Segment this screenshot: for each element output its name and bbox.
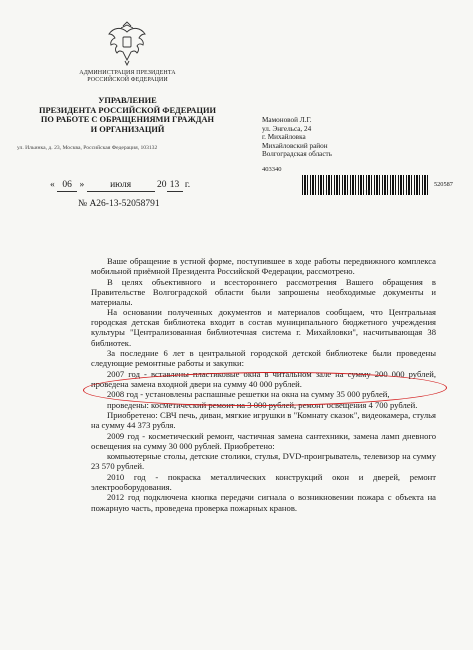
dept-line-1: УПРАВЛЕНИЕ — [98, 96, 157, 105]
recipient-block — [262, 116, 402, 159]
dept-line-4: И ОРГАНИЗАЦИЙ — [90, 124, 165, 134]
admin-line-1: АДМИНИСТРАЦИЯ ПРЕЗИДЕНТА — [79, 70, 176, 76]
recipient-zip: 403340 — [262, 166, 282, 173]
paragraph: 2009 год - косметический ремонт, частичная замена сантехники, замена ламп дневного освещения на сумму 30 000 рублей. Приобретено: — [91, 430, 436, 451]
recipient-city: г. Михайловка — [262, 133, 306, 142]
paragraph: компьютерные столы, детские столики, стулья, DVD-проигрыватель, телевизор на сумму 23 570 рублей. — [91, 451, 436, 472]
registration-number: № А26-13-52058791 — [78, 199, 160, 209]
state-emblem-icon — [103, 20, 151, 66]
paragraph: проведены: косметический ремонт на 3 000 рублей, ремонт освещения 4 700 рублей. — [107, 399, 418, 410]
date-close-quote: » — [79, 180, 85, 190]
recipient-district: Михайловский район — [262, 141, 328, 150]
date-year-suffix: 13 — [167, 180, 183, 192]
paragraph: 2008 год - установлены распашные решетки на окна на сумму 35 000 рублей, — [107, 389, 390, 400]
date-day: 06 — [57, 180, 77, 192]
date-year-unit: г. — [184, 180, 191, 190]
recipient-region: Волгоградская область — [262, 150, 332, 159]
recipient-name: Мамоновой Л.Г. — [262, 116, 312, 124]
recipient-street: ул. Энгельса, 24 — [262, 124, 312, 133]
paragraph: Приобретено: СВЧ печь, диван, мягкие игрушки в "Комнату сказок", видеокамера, стулья на сумму 44 373 рубля. — [91, 410, 436, 431]
dept-line-3: ПО РАБОТЕ С ОБРАЩЕНИЯМИ ГРАЖДАН — [40, 115, 215, 125]
admin-line-2: РОССИЙСКОЙ ФЕДЕРАЦИИ — [87, 77, 168, 83]
department-header — [30, 96, 225, 134]
paragraph: 2007 год - вставлены пластиковые окна в читальном зале на сумму 200 000 рублей, проведена замена входной двери на сумму 40 000 рублей. — [91, 368, 436, 389]
date-open-quote: « — [50, 180, 55, 190]
dept-line-2: ПРЕЗИДЕНТА РОССИЙСКОЙ ФЕДЕРАЦИИ — [38, 105, 217, 115]
date-year-prefix: 20 — [157, 180, 167, 190]
paragraph: На основании полученных документов и материалов сообщаем, что Центральная городская детская библиотека входит в состав муниципального бюджетного учреждения культуры "Централизованная библиотечная система г. Михайловки", насчитывающая 38 библиотек. — [91, 307, 436, 348]
letter-date — [50, 180, 240, 192]
paragraph: В целях объективного и всестороннего рассмотрения Вашего обращения в Правительстве Волгоградской области были запрошены необходимые документы и материалы. — [91, 276, 436, 307]
date-month: июля — [87, 180, 155, 192]
paragraph-highlighted: За последние 6 лет в центральной городской детской библиотеке были проведены следующие ремонтные работы и закупки: — [91, 348, 436, 369]
barcode — [302, 175, 430, 195]
paragraph: Ваше обращение в устной форме, поступившее в ходе работы передвижного комплекса мобильной приёмной Президента Российской Федерации, рассмотрено. — [91, 256, 436, 277]
paragraph: 2010 год - покраска металлических конструкций окон и дверей, ремонт электрооборудования. — [91, 471, 436, 492]
paragraph: 2012 год подключена кнопка передачи сигнала о возникновении пожара с объекта на пожарную часть, проведена проверка пожарных кранов. — [91, 492, 436, 513]
administration-header — [70, 70, 185, 84]
sender-address: ул. Ильинка, д. 23, Москва, Российская Федерация, 103132 — [17, 145, 158, 151]
barcode-number: 520587 — [434, 181, 453, 188]
